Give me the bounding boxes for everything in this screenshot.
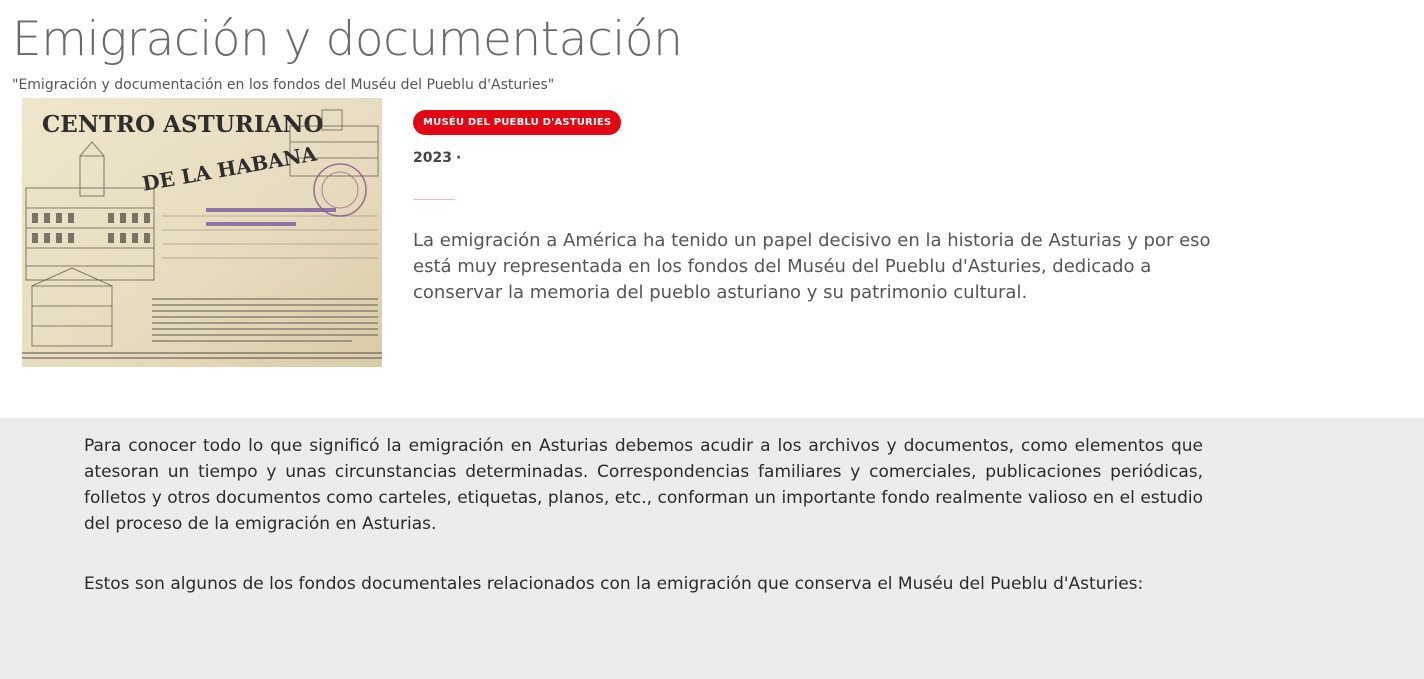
divider: [413, 199, 455, 200]
certificate-image: [22, 98, 382, 367]
year-value: 2023: [413, 150, 452, 166]
certificate-heading-1: CENTRO ASTURIANO: [42, 111, 324, 138]
body-paragraph: Para conocer todo lo que significó la emigración en Asturias debemos acudir a los archivos y documentos, como elementos que atesoran un tiempo y unas circunstancias determinadas. Correspondencias familiares y comerciales, publicaciones periódicas, folletos y otros documentos como carteles, etiquetas, planos, etc., conforman un importante fondo realmente valioso en el estudio del proceso de la emigración en Asturias.: [84, 436, 1203, 534]
year-separator: ·: [455, 150, 462, 166]
publication-year: [413, 150, 461, 166]
page-title: Emigración y documentación: [12, 12, 683, 67]
page-subtitle: "Emigración y documentación en los fondos del Muséu del Pueblu d'Asturies": [12, 77, 555, 93]
body-paragraph: Estos son algunos de los fondos documentales relacionados con la emigración que conserva el Muséu del Pueblu d'Asturies:: [84, 574, 1144, 594]
body-section: [0, 418, 1424, 679]
category-badge[interactable]: MUSÉU DEL PUEBLU D'ASTURIES: [413, 110, 621, 135]
certificate-heading-2: DE LA HABANA: [140, 141, 319, 196]
intro-text: La emigración a América ha tenido un papel decisivo en la historia de Asturias y por eso está muy representada en los fondos del Muséu del Pueblu d'Asturies, dedicado a conservar la memoria del pueblo asturiano y su patrimonio cultural.: [413, 230, 1211, 303]
